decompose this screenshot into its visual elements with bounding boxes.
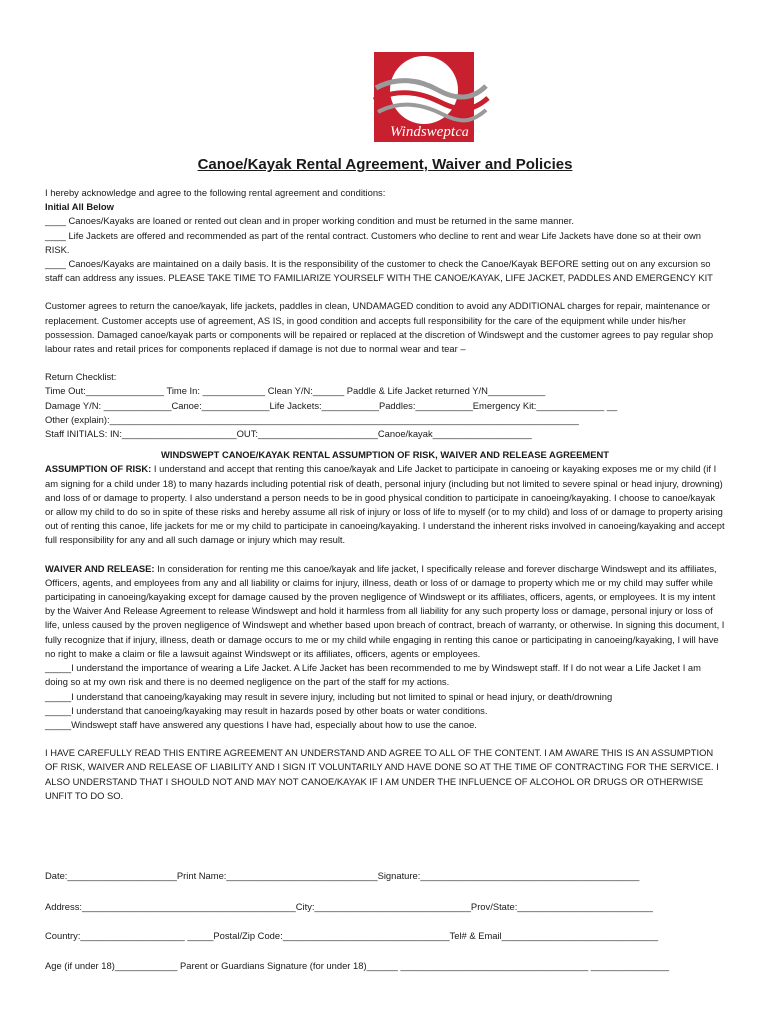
- checklist-line[interactable]: Other (explain):__________________________________________________________________________________________: [45, 413, 579, 425]
- waiver-text: In consideration for renting me this canoe/kayak and life jacket, I specifically release and forever discharge Windswept and its affiliates, Officers, agents, and employees from any and all liability or claims for injury, illness, death or loss of or damage to property which me or my child may suffer while participating in canoeing/kayaking except for damage caused by the proven negligence of Windswept or its affiliates, officers, agents, or employees. It is my intent by the Waiver And Release Agreement to release Windswept and hold it harmless from all liability for any such property loss or damage, personal injury or loss of life, unless caused by the proven negligence of Windswept and whether based upon breach of contract, breach of warranty, or otherwise. In signing this document, I fully recognize that if injury, illness, death or damage occurs to me or my child while engaging in renting this canoe or participating in canoeing/kayaking, I will have no right to make a claim or file a lawsuit against Windswept or its affiliates, officers, agents or employees.: [45, 562, 725, 659]
- logo-suffix: .ca: [452, 125, 469, 140]
- signature-line-country[interactable]: Country:____________________ _____Postal/Zip Code:________________________________Tel# & Email______________________________: [45, 930, 659, 941]
- acknowledgement-item: _____I understand the importance of wearing a Life Jacket. A Life Jacket has been recommended to me by Windswept staff. If I do not wear a Life Jacket I am doing so at my own risk and there is no deemed negligence on the part of the staff for my actions.: [45, 662, 701, 688]
- acknowledgement-item: _____I understand that canoeing/kayaking may result in hazards posed by other boats or water conditions.: [45, 704, 488, 716]
- checklist-heading: Return Checklist:: [45, 371, 117, 383]
- final-statement: I HAVE CAREFULLY READ THIS ENTIRE AGREEMENT AN UNDERSTAND AND AGREE TO ALL OF THE CONTENT. I AM AWARE THIS IS AN ASSUMPTION OF RISK, WAIVER AND RELEASE OF LIABILITY AND I SIGN IT VOLUNTARILY AND HAVE DONE SO AT THE TIME OF CONTRACTING FOR THE SERVICE. I ALSO UNDERSTAND THAT I SHOULD NOT AND MAY NOT CANOE/KAYAK IF I AM UNDER THE INFLUENCE OF ALCOHOL OR DRUGS OR OTHERWISE UNFIT TO DO SO.: [45, 747, 719, 801]
- damage-paragraph: Customer agrees to return the canoe/kayak, life jackets, paddles in clean, UNDAMAGED condition to avoid any ADDITIONAL charges for repair, maintenance or replacement. Customer accepts use of agreement, AS IS, in good condition and accepts full responsibility for the care of the equipment while under his/her possession. Damaged canoe/kayak parts or components will be repaired or replaced at the discretion of Windswept and the customer agrees to pay regular shop labour rates and retail prices for components replaced if damage is not due to normal wear and tear –: [45, 300, 714, 355]
- checklist-line[interactable]: Damage Y/N: _____________Canoe:_____________Life Jackets:___________Paddles:___________Emergency Kit:_____________ __: [45, 399, 618, 411]
- document-body: [45, 186, 725, 803]
- assumption-paragraph: [45, 462, 725, 547]
- assumption-label: ASSUMPTION OF RISK:: [45, 463, 152, 475]
- checklist-line[interactable]: Time Out:_______________ Time In: ____________ Clean Y/N:______ Paddle & Life Jacket returned Y/N___________: [45, 385, 546, 397]
- assumption-text: I understand and accept that renting this canoe/kayak and Life Jacket to participate in canoeing or kayaking exposes me or my child (if I am signing for a child under 18) to many hazards including potential risk of death, personal injury (including but not limited to severe spinal or head injury, drowning) and loss of or damage to property. I also understand a person needs to be in good physical condition to participate in canoeing/kayaking. I choose to canoe/kayak or allow my child to do so in spite of these risks and hereby assume all risk of injury or loss of life to myself (or to my child) and loss of or damage to property arising out of renting this canoe, life jackets for me or my child to participate in canoeing/kayaking. I understand the inherent risks involved in canoeing/kayaking and accept full responsibility for any and all such damage or injury which may result.: [45, 463, 725, 546]
- acknowledgement-item: _____Windswept staff have answered any questions I have had, especially about how to use the canoe.: [45, 718, 477, 730]
- waiver-label: WAIVER AND RELEASE:: [45, 562, 155, 574]
- checklist-line[interactable]: Staff INITIALS: IN:______________________OUT:_______________________Canoe/kayak___________________: [45, 428, 532, 440]
- logo-text: Windswept: [390, 124, 456, 140]
- acknowledgement-item: _____I understand that canoeing/kayaking may result in severe injury, including but not limited to spinal or head injury, or death/drowning: [45, 690, 613, 702]
- windswept-logo: [368, 48, 490, 148]
- signature-line-address[interactable]: Address:_________________________________________City:______________________________Prov/State:__________________________: [45, 901, 653, 912]
- initial-item: ____ Life Jackets are offered and recommended as part of the rental contract. Customers who decline to rent and wear Life Jackets have done so at their own RISK.: [45, 229, 701, 255]
- waiver-paragraph: [45, 562, 725, 661]
- initial-item: ____ Canoes/Kayaks are maintained on a daily basis. It is the responsibility of the customer to check the Canoe/Kayak BEFORE setting out on any excursion so staff can address any issues. PLEASE TAKE TIME TO FAMILIARIZE YOURSELF WITH THE CANOE/KAYAK, LIFE JACKET, PADDLES AND EMERGENCY KIT: [45, 258, 713, 284]
- document-title: Canoe/Kayak Rental Agreement, Waiver and Policies: [197, 156, 573, 173]
- signature-line-date-name[interactable]: Date:_____________________Print Name:_____________________________Signature:__________________________________________: [45, 870, 640, 881]
- signature-line-guardian[interactable]: Age (if under 18)____________ Parent or Guardians Signature (for under 18)______ ____________________________________ _______________: [45, 960, 669, 971]
- release-heading: WINDSWEPT CANOE/KAYAK RENTAL ASSUMPTION OF RISK, WAIVER AND RELEASE AGREEMENT: [161, 449, 609, 461]
- initial-heading: Initial All Below: [45, 201, 114, 213]
- initial-item: ____ Canoes/Kayaks are loaned or rented out clean and in proper working condition and must be returned in the same manner.: [45, 215, 574, 227]
- intro-text: I hereby acknowledge and agree to the following rental agreement and conditions:: [45, 187, 386, 198]
